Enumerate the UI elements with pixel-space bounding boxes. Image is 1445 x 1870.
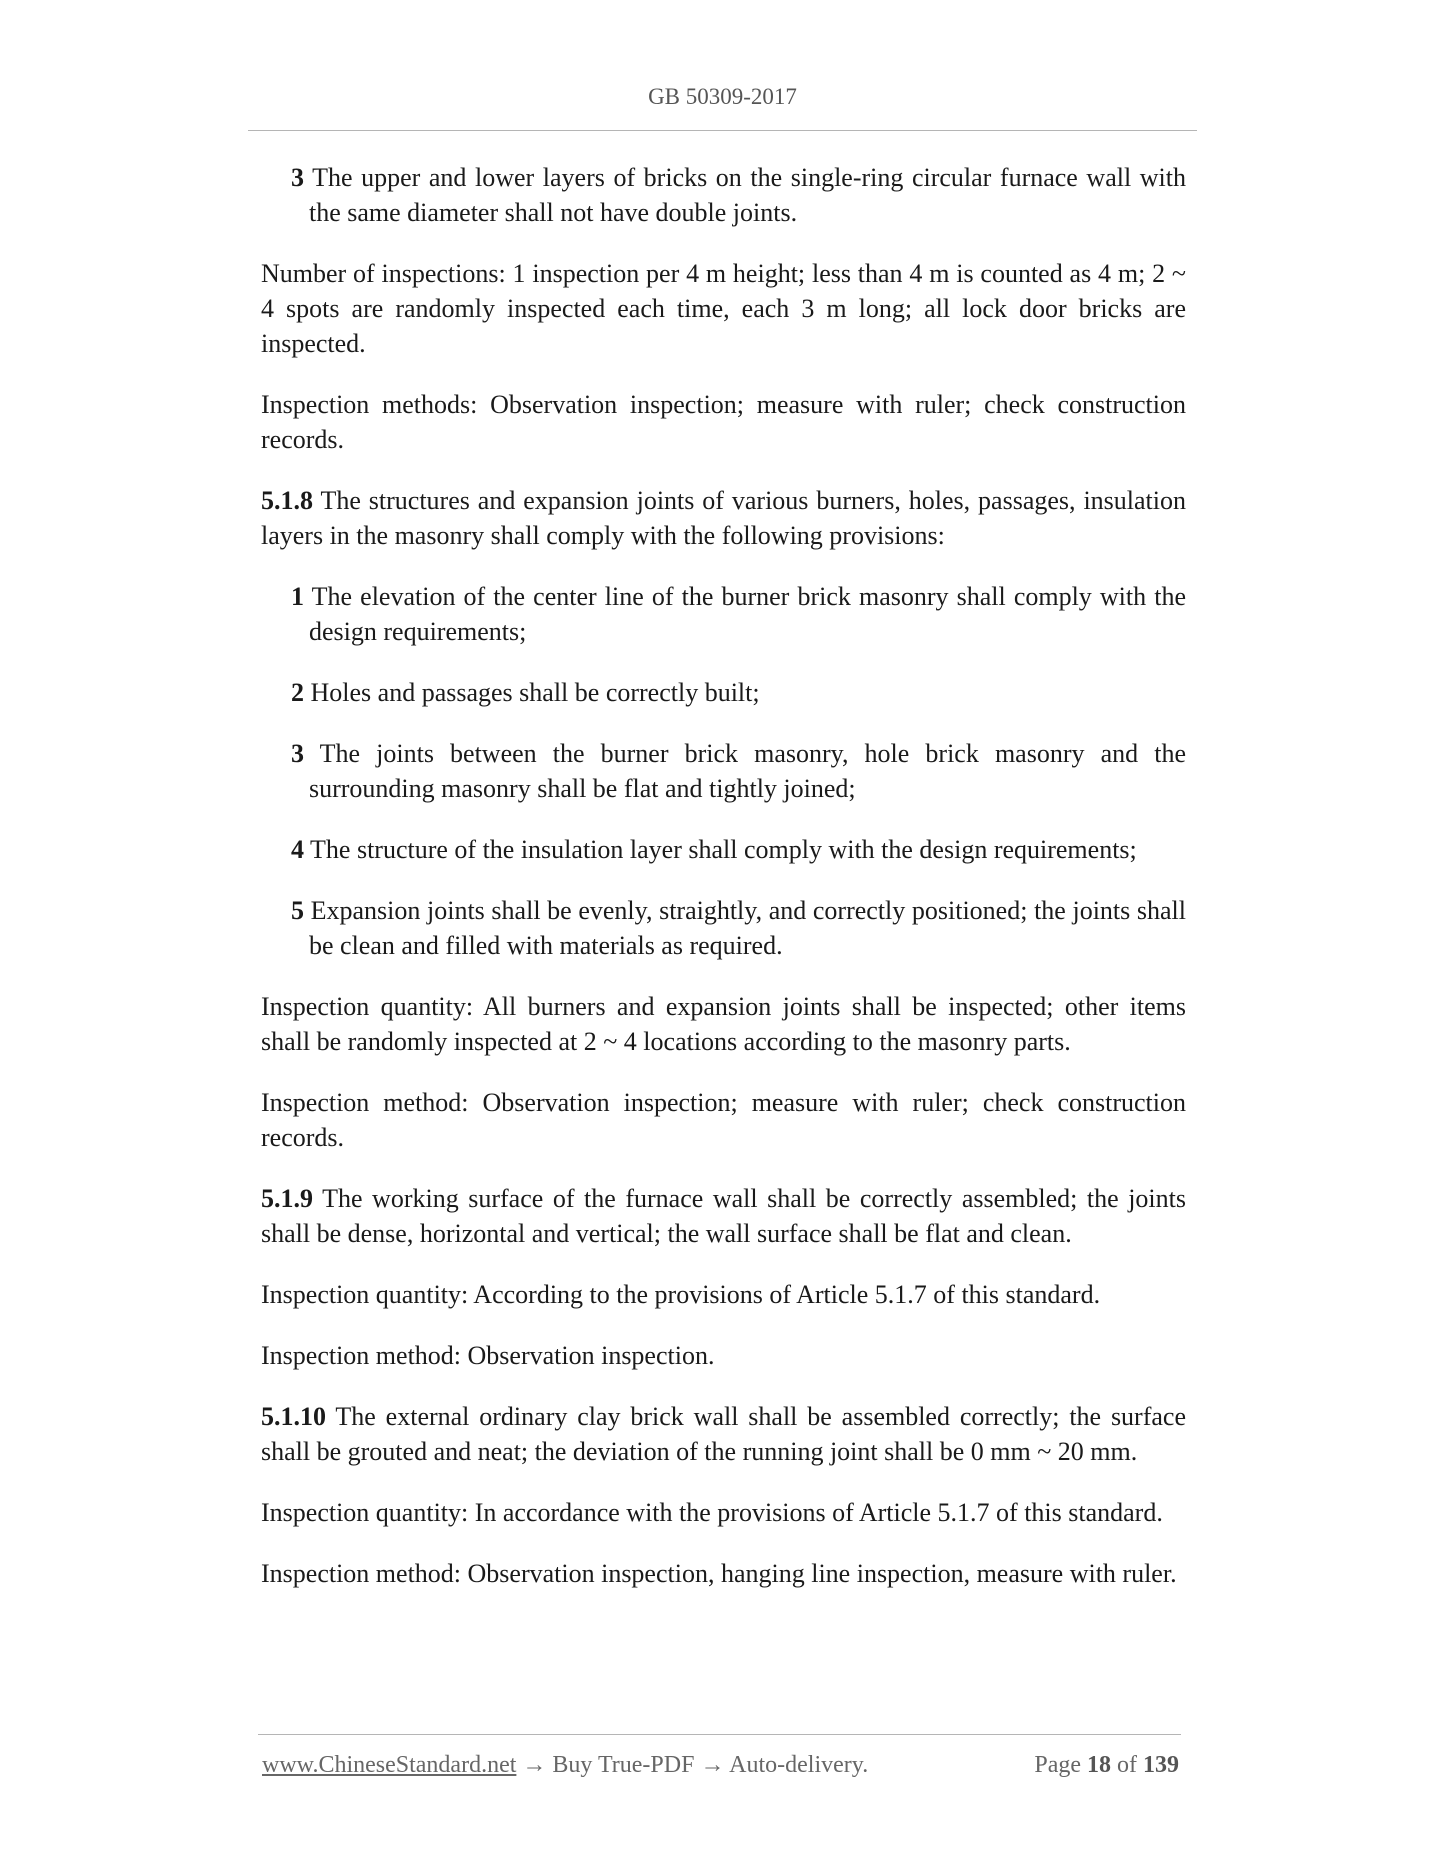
footer-promo <box>262 1752 868 1779</box>
paragraph-text: Inspection method: Observation inspection; measure with ruler; check construction records. <box>261 1088 1186 1152</box>
item-number: 3 <box>291 163 304 192</box>
list-item <box>261 675 1186 710</box>
page-header: GB 50309-2017 <box>648 84 797 109</box>
paragraph-text: Number of inspections: 1 inspection per 4 m height; less than 4 m is counted as 4 m; 2 ~ 4 spots are randomly inspected each time, each 3 m long; all lock door bricks are inspected. <box>261 259 1186 358</box>
paragraph-text: Inspection quantity: According to the provisions of Article 5.1.7 of this standard. <box>261 1280 1101 1309</box>
item-text: The joints between the burner brick masonry, hole brick masonry and the surrounding masonry shall be flat and tightly joined; <box>304 739 1186 803</box>
paragraph <box>261 387 1186 457</box>
total-pages: 139 <box>1143 1752 1179 1778</box>
item-text: Expansion joints shall be evenly, straightly, and correctly positioned; the joints shall be clean and filled with materials as required. <box>304 896 1186 960</box>
clause <box>261 483 1186 553</box>
paragraph <box>261 1277 1186 1312</box>
item-text: Holes and passages shall be correctly built; <box>304 678 760 707</box>
paragraph-text: Inspection method: Observation inspection, hanging line inspection, measure with ruler. <box>261 1559 1177 1588</box>
item-number: 4 <box>291 835 304 864</box>
arrow-icon: → <box>700 1752 725 1778</box>
item-number: 2 <box>291 678 304 707</box>
of-label: of <box>1117 1752 1137 1778</box>
item-text: The upper and lower layers of bricks on the single-ring circular furnace wall with the same diameter shall not have double joints. <box>304 163 1186 227</box>
item-number: 3 <box>291 739 304 768</box>
item-text: The elevation of the center line of the burner brick masonry shall comply with the design requirements; <box>304 582 1186 646</box>
clause-text: The structures and expansion joints of various burners, holes, passages, insulation layers in the masonry shall comply with the following provisions: <box>261 486 1186 550</box>
paragraph <box>261 1495 1186 1530</box>
buy-text: Buy True-PDF <box>552 1752 695 1778</box>
paragraph-text: Inspection methods: Observation inspection; measure with ruler; check construction records. <box>261 390 1186 454</box>
header-divider <box>248 130 1197 131</box>
paragraph <box>261 989 1186 1059</box>
document-body <box>261 160 1186 1617</box>
item-number: 5 <box>291 896 304 925</box>
paragraph <box>261 1085 1186 1155</box>
clause <box>261 1399 1186 1469</box>
page-label: Page <box>1034 1752 1081 1778</box>
list-item <box>261 832 1186 867</box>
clause-number: 5.1.9 <box>261 1184 313 1213</box>
list-item <box>261 160 1186 230</box>
list-item <box>261 579 1186 649</box>
paragraph-text: Inspection quantity: In accordance with the provisions of Article 5.1.7 of this standard. <box>261 1498 1163 1527</box>
clause-text: The working surface of the furnace wall shall be correctly assembled; the joints shall be dense, horizontal and vertical; the wall surface shall be flat and clean. <box>261 1184 1186 1248</box>
clause-number: 5.1.10 <box>261 1402 326 1431</box>
clause <box>261 1181 1186 1251</box>
item-text: The structure of the insulation layer shall comply with the design requirements; <box>304 835 1137 864</box>
paragraph-text: Inspection quantity: All burners and expansion joints shall be inspected; other items shall be randomly inspected at 2 ~ 4 locations according to the masonry parts. <box>261 992 1186 1056</box>
list-item <box>261 736 1186 806</box>
list-item <box>261 893 1186 963</box>
paragraph <box>261 1556 1186 1591</box>
paragraph-text: Inspection method: Observation inspection. <box>261 1341 715 1370</box>
footer-divider <box>258 1734 1181 1735</box>
current-page: 18 <box>1087 1752 1111 1778</box>
item-number: 1 <box>291 582 304 611</box>
delivery-text: Auto-delivery. <box>729 1752 869 1778</box>
paragraph <box>261 1338 1186 1373</box>
page-footer <box>262 1752 1179 1779</box>
website-link[interactable]: www.ChineseStandard.net <box>262 1752 517 1778</box>
clause-text: The external ordinary clay brick wall shall be assembled correctly; the surface shall be grouted and neat; the deviation of the running joint shall be 0 mm ~ 20 mm. <box>261 1402 1186 1466</box>
clause-number: 5.1.8 <box>261 486 313 515</box>
arrow-icon: → <box>522 1752 547 1778</box>
page-number <box>1034 1752 1179 1779</box>
paragraph <box>261 256 1186 361</box>
